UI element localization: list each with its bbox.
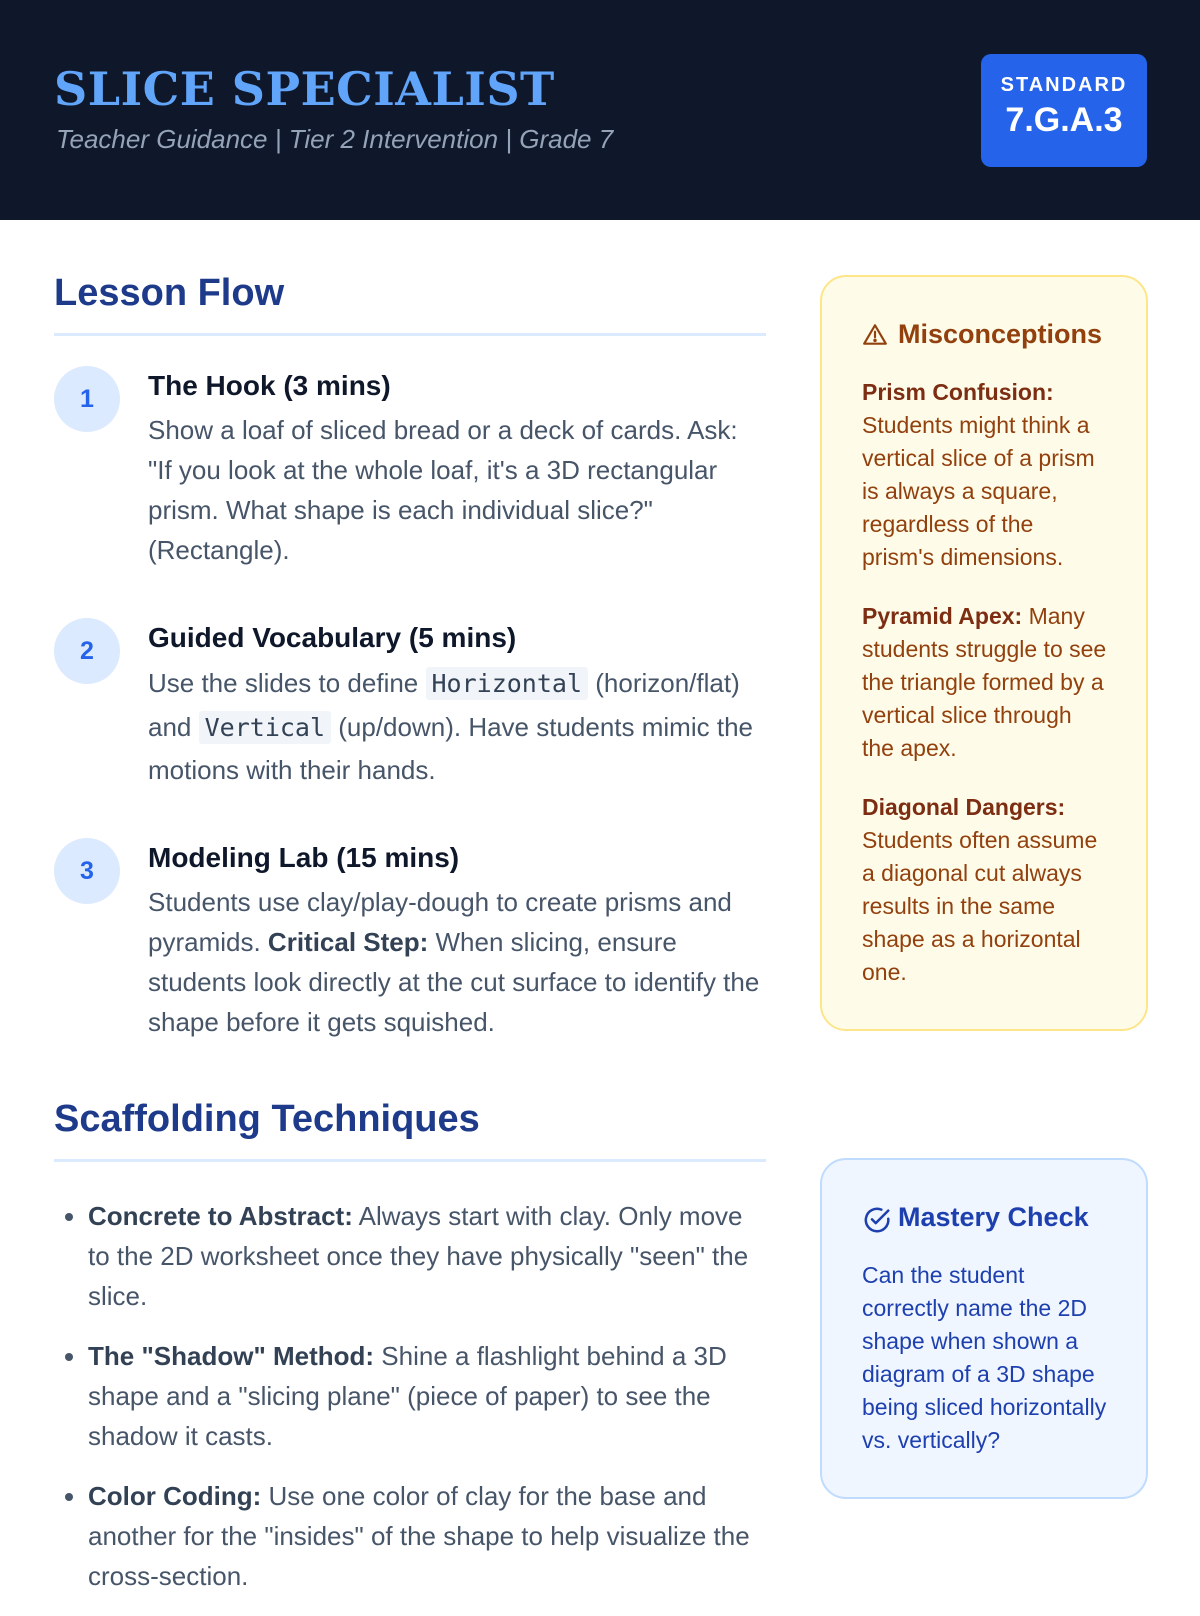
step-text: (horizon/flat) and	[148, 668, 740, 742]
step-number: 2	[54, 618, 120, 684]
vocab-term-vertical: Vertical	[199, 711, 331, 744]
standard-value: 7.G.A.3	[1005, 101, 1123, 139]
mastery-heading	[862, 1202, 1108, 1233]
standard-badge	[981, 54, 1147, 167]
scaffolding-list	[54, 1196, 766, 1596]
misconceptions-title: Misconceptions	[898, 319, 1103, 349]
page-title: SLICE SPECIALIST	[54, 62, 555, 116]
step-text: Students use clay/play-dough to create prisms and pyramids.	[148, 887, 732, 957]
item-label: Color Coding:	[88, 1481, 262, 1511]
mastery-question: Can the student correctly name the 2D shape when shown a diagram of a 3D shape being sliced horizontally vs. vertically?	[862, 1262, 1107, 1453]
step-title: Guided Vocabulary (5 mins)	[148, 622, 517, 653]
step-description	[148, 882, 766, 1042]
page-subtitle: Teacher Guidance | Tier 2 Intervention | Grade 7	[56, 124, 614, 154]
vocab-term-horizontal: Horizontal	[426, 667, 589, 700]
scaffolding-heading: Scaffolding Techniques	[54, 1098, 766, 1162]
list-item	[88, 1196, 766, 1316]
step-number: 1	[54, 366, 120, 432]
main-column	[54, 272, 766, 1616]
list-item	[88, 1336, 766, 1456]
step-title: The Hook (3 mins)	[148, 370, 391, 401]
lesson-flow-heading: Lesson Flow	[54, 272, 766, 336]
lesson-step	[54, 838, 766, 1042]
item-text: Many students struggle to see the triangle formed by a vertical slice through the apex.	[862, 603, 1107, 761]
item-text: Students often assume a diagonal cut always results in the same shape as a horizontal one.	[862, 827, 1098, 985]
page-header	[0, 0, 1200, 220]
misconception-item	[862, 600, 1108, 765]
standard-label: STANDARD	[1000, 74, 1128, 96]
misconceptions-heading	[862, 319, 1108, 350]
item-label: Pyramid Apex:	[862, 603, 1023, 629]
step-text: When slicing, ensure students look directly at the cut surface to identify the shape before it gets squished.	[148, 927, 760, 1037]
item-text: Shine a flashlight behind a 3D shape and a "slicing plane" (piece of paper) to see the shadow it casts.	[88, 1341, 727, 1451]
step-description: Show a loaf of sliced bread or a deck of cards. Ask: "If you look at the whole loaf, it's a 3D rectangular prism. What shape is each individual slice?" (Rectangle).	[148, 415, 738, 565]
step-title: Modeling Lab (15 mins)	[148, 842, 460, 873]
item-label: Diagonal Dangers:	[862, 794, 1066, 820]
item-label: The "Shadow" Method:	[88, 1341, 375, 1371]
misconception-item	[862, 376, 1108, 574]
check-circle-icon	[862, 1205, 888, 1231]
step-text: (up/down). Have students mimic the motions with their hands.	[148, 712, 753, 785]
mastery-title: Mastery Check	[898, 1202, 1089, 1232]
item-label: Concrete to Abstract:	[88, 1201, 353, 1231]
mastery-check-card	[820, 1158, 1148, 1499]
step-description	[148, 662, 766, 790]
item-text: Always start with clay. Only move to the 2D worksheet once they have physically "seen" the slice.	[88, 1201, 749, 1311]
lesson-step	[54, 366, 766, 570]
list-item	[88, 1476, 766, 1596]
lesson-step	[54, 618, 766, 790]
item-text: Students might think a vertical slice of a prism is always a square, regardless of the prism's dimensions.	[862, 412, 1095, 570]
warning-triangle-icon	[862, 322, 888, 348]
misconceptions-card	[820, 275, 1148, 1031]
item-text: Use one color of clay for the base and another for the "insides" of the shape to help visualize the cross-section.	[88, 1481, 750, 1591]
step-number: 3	[54, 838, 120, 904]
lesson-steps	[54, 366, 766, 1042]
critical-step-label: Critical Step:	[267, 927, 429, 957]
step-text: Use the slides to define	[148, 668, 426, 698]
misconception-item	[862, 791, 1108, 989]
item-label: Prism Confusion:	[862, 379, 1054, 405]
